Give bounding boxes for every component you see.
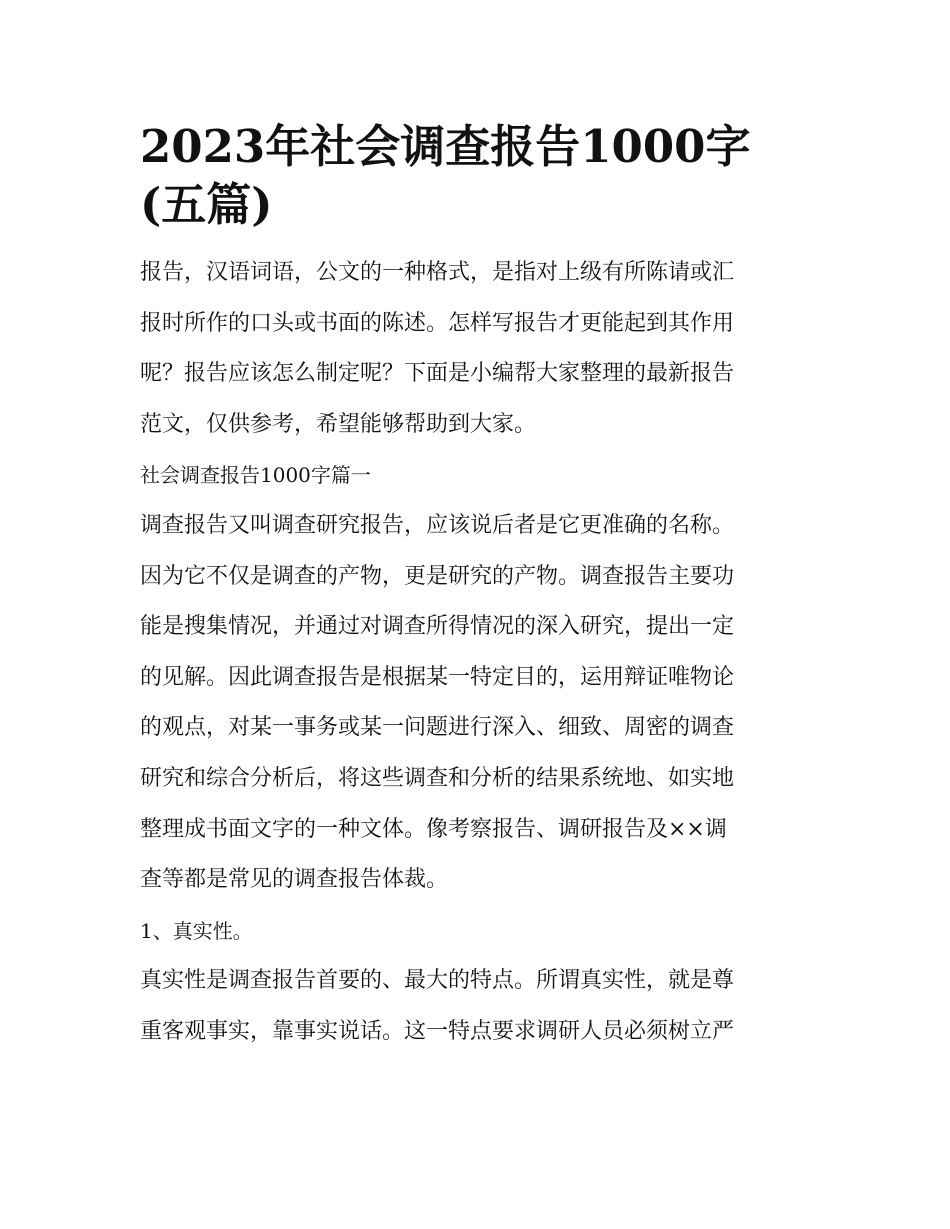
text-line: 的观点，对某一事务或某一问题进行深入、细致、周密的调查 xyxy=(140,715,735,741)
text-line: 重客观事实，靠事实说话。这一特点要求调研人员必须树立严 xyxy=(140,1018,735,1044)
text-line: 研究和综合分析后，将这些调查和分析的结果系统地、如实地 xyxy=(140,765,735,791)
text-line: 查等都是常见的调查报告体裁。 xyxy=(140,867,449,893)
title-line: 2023年社会调查报告1000字 xyxy=(140,120,751,173)
title-line: (五篇) xyxy=(140,178,273,231)
section-heading: 社会调查报告1000字篇一 xyxy=(140,463,371,488)
section-paragraph xyxy=(140,501,812,906)
document-title xyxy=(140,118,800,234)
point-paragraph xyxy=(140,956,812,1057)
text-line: 整理成书面文字的一种文体。像考察报告、调研报告及××调 xyxy=(140,816,727,842)
text-line: 调查报告又叫调查研究报告，应该说后者是它更准确的名称。 xyxy=(140,512,735,538)
text-line: 真实性是调查报告首要的、最大的特点。所谓真实性，就是尊 xyxy=(140,968,735,994)
text-line: 报时所作的口头或书面的陈述。怎样写报告才更能起到其作用 xyxy=(140,310,735,336)
text-line: 报告，汉语词语，公文的一种格式，是指对上级有所陈请或汇 xyxy=(140,260,735,285)
text-line: 因为它不仅是调查的产物，更是研究的产物。调查报告主要功 xyxy=(140,563,735,589)
text-line: 的见解。因此调查报告是根据某一特定目的，运用辩证唯物论 xyxy=(140,664,735,690)
text-line: 呢？报告应该怎么制定呢？下面是小编帮大家整理的最新报告 xyxy=(140,361,735,387)
text-line: 能是搜集情况，并通过对调查所得情况的深入研究，提出一定 xyxy=(140,614,735,640)
point-heading: 1、真实性。 xyxy=(140,918,253,943)
intro-paragraph xyxy=(140,248,812,450)
text-line: 范文，仅供参考，希望能够帮助到大家。 xyxy=(140,411,537,437)
document-page xyxy=(140,118,812,1058)
